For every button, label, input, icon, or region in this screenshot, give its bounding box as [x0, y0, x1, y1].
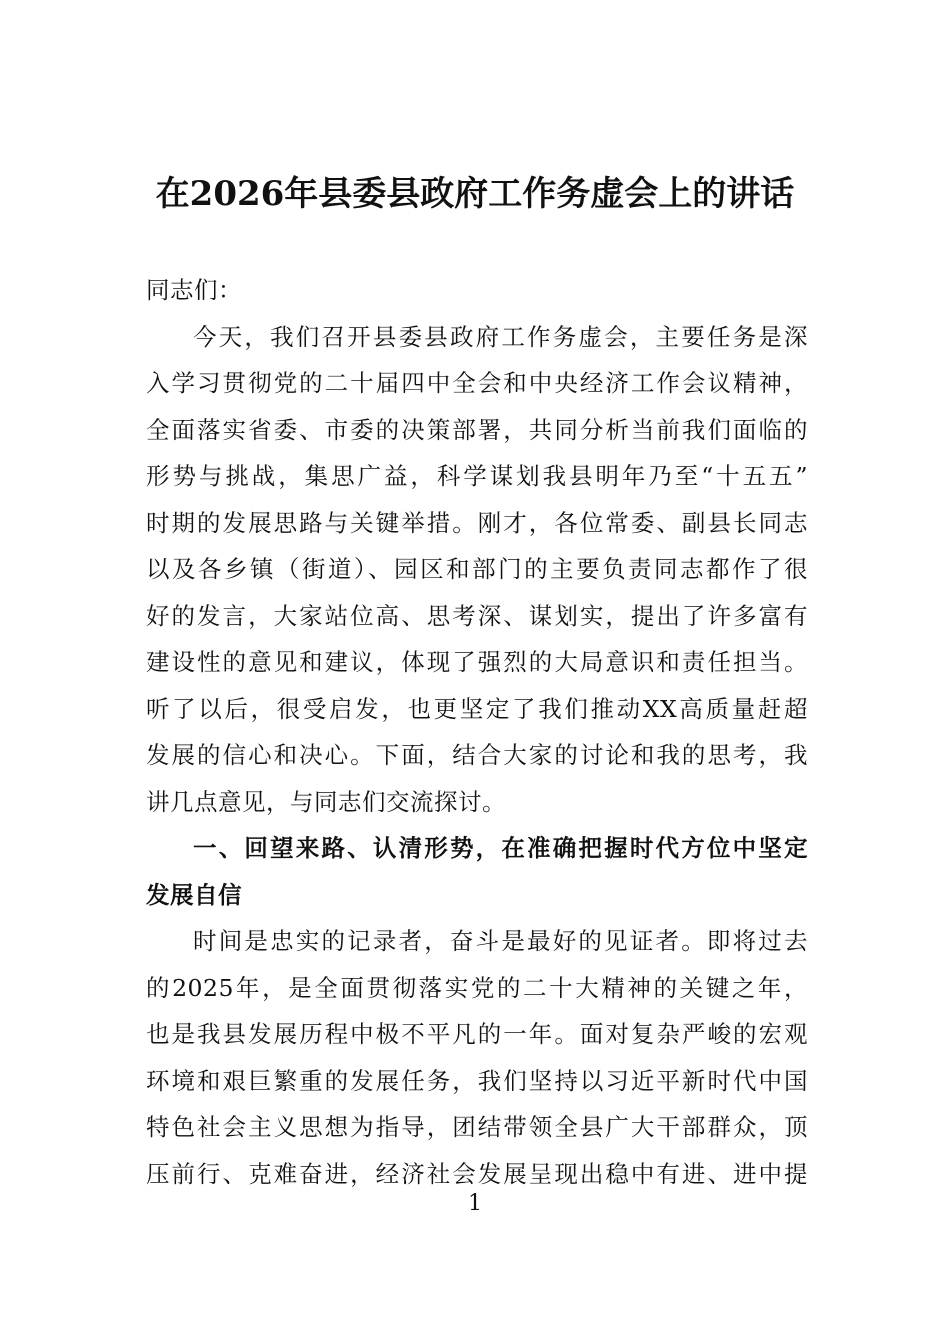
section-heading: 发展自信 [146, 880, 242, 909]
paragraph-line: 特色社会主义思想为指导，团结带领全县广大干部群众，顶 [146, 1113, 808, 1141]
paragraph-line: 今天，我们召开县委县政府工作务虚会，主要任务是深 [193, 322, 808, 351]
document-title: 在2026年县委县政府工作务虚会上的讲话 [155, 174, 795, 214]
document-body [146, 267, 808, 1197]
paragraph-line: 建设性的意见和建议，体现了强烈的大局意识和责任担当。 [146, 648, 808, 676]
paragraph-line: 听了以后，很受启发，也更坚定了我们推动XX高质量赶超 [146, 694, 808, 723]
paragraph-line: 入学习贯彻党的二十届四中全会和中央经济工作会议精神， [146, 369, 808, 397]
paragraph-line: 全面落实省委、市委的决策部署，共同分析当前我们面临的 [146, 415, 808, 444]
paragraph-line: 好的发言，大家站位高、思考深、谋划实，提出了许多富有 [146, 601, 808, 630]
paragraph-line: 形势与挑战，集思广益，科学谋划我县明年乃至“十五五” [146, 462, 808, 490]
paragraph-line: 时期的发展思路与关键举措。刚才，各位常委、副县长同志 [146, 508, 808, 537]
paragraph-line: 时间是忠实的记录者，奋斗是最好的见证者。即将过去 [193, 927, 808, 955]
paragraph-line: 环境和艰巨繁重的发展任务，我们坚持以习近平新时代中国 [146, 1066, 808, 1095]
paragraph-line: 发展的信心和决心。下面，结合大家的讨论和我的思考，我 [146, 741, 808, 769]
paragraph-line: 以及各乡镇（街道）、园区和部门的主要负责同志都作了很 [146, 555, 808, 583]
page-number: 1 [468, 1191, 482, 1216]
paragraph-line: 讲几点意见，与同志们交流探讨。 [146, 787, 506, 816]
paragraph-line: 也是我县发展历程中极不平凡的一年。面对复杂严峻的宏观 [146, 1020, 808, 1048]
salutation: 同志们： [146, 276, 242, 304]
paragraph-line: 压前行、克难奋进，经济社会发展呈现出稳中有进、进中提 [146, 1159, 808, 1188]
paragraph-line: 的2025年，是全面贯彻落实党的二十大精神的关键之年， [146, 973, 808, 1002]
section-heading: 一、回望来路、认清形势，在准确把握时代方位中坚定 [193, 834, 808, 862]
